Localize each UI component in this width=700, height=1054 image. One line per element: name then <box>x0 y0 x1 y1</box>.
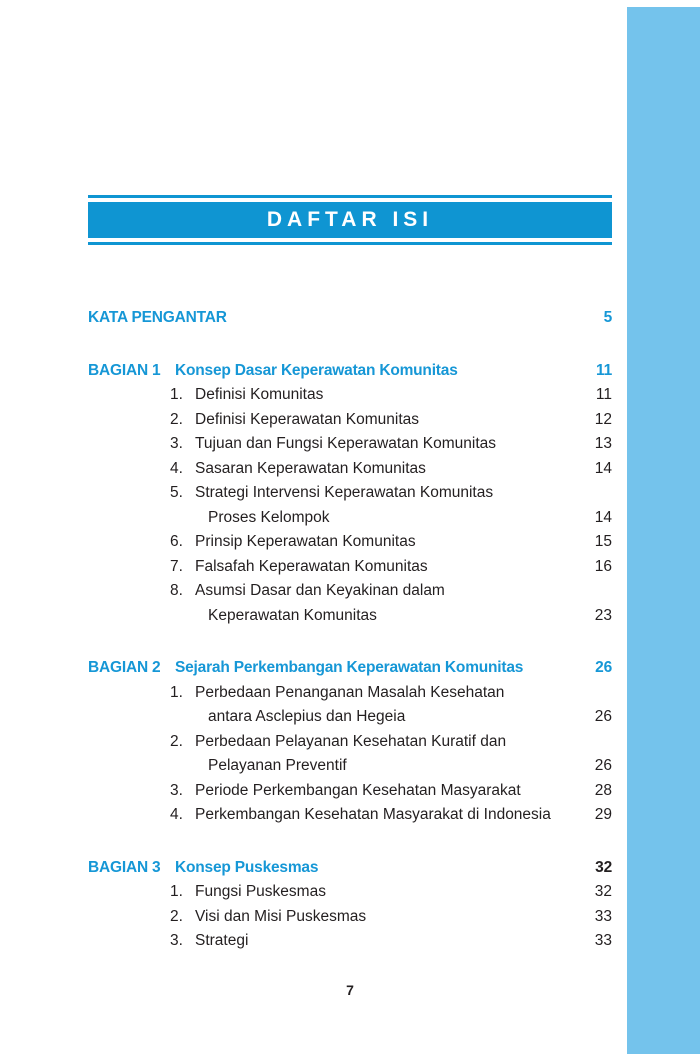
item-text: Definisi Keperawatan Komunitas <box>195 410 420 428</box>
item-text: Tujuan dan Fungsi Keperawatan Komunitas <box>195 435 497 452</box>
toc-item-line <box>88 432 612 457</box>
item-text: Sasaran Keperawatan Komunitas <box>195 459 426 477</box>
item-page-number: 33 <box>594 932 612 949</box>
item-number: 2. <box>170 732 183 750</box>
toc-item-line <box>88 457 612 482</box>
toc-item-line <box>88 408 612 433</box>
toc-item-line <box>88 506 612 531</box>
item-number: 1. <box>170 386 183 403</box>
item-text: Visi dan Misi Puskesmas <box>195 907 367 925</box>
item-page-number: 26 <box>594 757 612 774</box>
page-title: DAFTAR ISI <box>88 202 612 238</box>
item-page-number: 33 <box>594 907 612 925</box>
item-number: 8. <box>170 582 183 599</box>
item-page-number: 14 <box>594 459 612 477</box>
item-text: Asumsi Dasar dan Keyakinan dalam <box>195 582 445 599</box>
section-page-number: 32 <box>595 858 612 876</box>
toc-item-line <box>88 779 612 804</box>
item-number: 4. <box>170 806 183 823</box>
section-label: BAGIAN 2 <box>88 659 161 676</box>
section-title: Konsep Puskesmas <box>175 858 319 876</box>
toc-section-heading <box>88 856 612 881</box>
toc-section <box>88 856 612 954</box>
item-page-number: 12 <box>594 410 612 428</box>
toc-section-heading <box>88 359 612 384</box>
item-text: Definisi Komunitas <box>195 386 324 403</box>
toc-item-line <box>88 905 612 930</box>
item-text: Strategi <box>195 932 249 949</box>
item-page-number: 16 <box>594 557 612 575</box>
toc-content <box>88 0 612 998</box>
toc-item-line <box>88 579 612 604</box>
item-page-number: 28 <box>594 781 612 799</box>
item-page-number: 26 <box>594 708 612 725</box>
section-label: BAGIAN 1 <box>88 361 161 379</box>
item-number: 1. <box>170 683 183 701</box>
item-text: Periode Perkembangan Kesehatan Masyarakat <box>195 781 521 799</box>
item-text: Proses Kelompok <box>208 508 330 526</box>
toc-item-line <box>88 530 612 555</box>
banner-top-rule <box>88 195 612 198</box>
toc-item-line <box>88 705 612 730</box>
item-page-number: 14 <box>594 508 612 526</box>
item-text: Strategi Intervensi Keperawatan Komunitas <box>195 484 494 501</box>
toc-item-line <box>88 730 612 755</box>
item-number: 2. <box>170 907 183 925</box>
toc-item-line <box>88 555 612 580</box>
item-number: 3. <box>170 435 183 452</box>
toc-item-line <box>88 681 612 706</box>
section-page-number: 11 <box>596 361 612 379</box>
item-text: Prinsip Keperawatan Komunitas <box>195 533 416 550</box>
item-page-number: 32 <box>594 883 612 900</box>
item-page-number: 29 <box>594 806 612 823</box>
section-title: Konsep Dasar Keperawatan Komunitas <box>175 361 458 379</box>
item-text: Pelayanan Preventif <box>208 757 347 774</box>
item-page-number: 15 <box>594 533 612 550</box>
item-page-number: 13 <box>594 435 612 452</box>
item-text: Keperawatan Komunitas <box>208 606 377 624</box>
item-number: 4. <box>170 459 183 477</box>
toc-item-line <box>88 880 612 905</box>
title-banner <box>88 195 612 245</box>
toc-sections <box>88 359 612 954</box>
toc-item-line <box>88 604 612 629</box>
toc-entry-front-matter <box>88 306 612 331</box>
toc-section <box>88 656 612 828</box>
front-matter-label: KATA PENGANTAR <box>88 309 227 326</box>
right-accent-bar <box>627 7 700 1054</box>
item-number: 1. <box>170 883 183 900</box>
toc-section-heading <box>88 656 612 681</box>
section-title: Sejarah Perkembangan Keperawatan Komunitas <box>175 659 524 676</box>
item-page-number: 23 <box>594 606 612 624</box>
banner-bottom-rule <box>88 242 612 245</box>
item-page-number: 11 <box>595 386 612 403</box>
toc-section <box>88 359 612 629</box>
item-number: 2. <box>170 410 183 428</box>
item-text: Perbedaan Penanganan Masalah Kesehatan <box>195 683 505 701</box>
item-text: Fungsi Puskesmas <box>195 883 326 900</box>
toc-item-line <box>88 754 612 779</box>
section-page-number: 26 <box>595 659 612 676</box>
toc-item-line <box>88 803 612 828</box>
item-text: Falsafah Keperawatan Komunitas <box>195 557 428 575</box>
item-number: 5. <box>170 484 183 501</box>
toc-item-line <box>88 929 612 954</box>
item-number: 6. <box>170 533 183 550</box>
front-matter-page-number: 5 <box>603 309 612 326</box>
section-label: BAGIAN 3 <box>88 858 161 876</box>
page-number: 7 <box>346 981 354 998</box>
item-text: Perbedaan Pelayanan Kesehatan Kuratif dan <box>195 732 507 750</box>
item-number: 3. <box>170 781 183 799</box>
item-number: 7. <box>170 557 183 575</box>
item-text: Perkembangan Kesehatan Masyarakat di Indonesia <box>195 806 551 823</box>
item-text: antara Asclepius dan Hegeia <box>208 708 406 725</box>
toc-item-line <box>88 383 612 408</box>
item-number: 3. <box>170 932 183 949</box>
toc-item-line <box>88 481 612 506</box>
